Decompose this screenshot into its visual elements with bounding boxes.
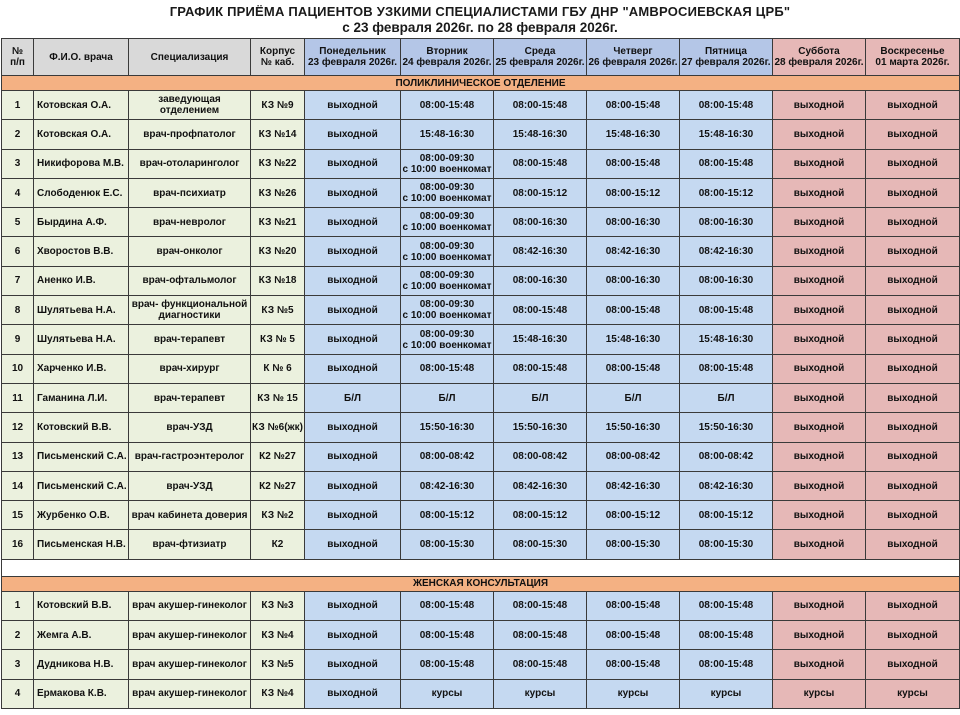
schedule-cell: выходной (773, 325, 866, 354)
schedule-body (2, 76, 960, 709)
schedule-cell: 08:00-16:30 (680, 266, 773, 295)
schedule-cell: 08:42-16:30 (587, 471, 680, 500)
schedule-cell: 08:42-16:30 (494, 471, 587, 500)
header-day-thu: Четверг 26 февраля 2026г. (587, 39, 680, 76)
room-number: КЗ №20 (251, 237, 305, 266)
table-row (2, 383, 960, 412)
schedule-cell: выходной (866, 471, 960, 500)
room-number: КЗ №22 (251, 149, 305, 178)
specialization: врач-УЗД (129, 413, 251, 442)
schedule-cell: выходной (866, 91, 960, 120)
table-row (2, 501, 960, 530)
schedule-cell: выходной (773, 621, 866, 650)
doctor-name: Хворостов В.В. (34, 237, 129, 266)
row-number: 11 (2, 383, 34, 412)
schedule-cell: выходной (305, 442, 401, 471)
row-number: 15 (2, 501, 34, 530)
schedule-cell: 08:00-15:48 (680, 621, 773, 650)
cell-line: 08:00-09:30 (419, 152, 475, 164)
doctor-name: Аненко И.В. (34, 266, 129, 295)
schedule-cell: выходной (773, 501, 866, 530)
schedule-cell: 08:00-15:12 (494, 178, 587, 207)
schedule-cell: 08:00-15:48 (401, 591, 494, 620)
schedule-cell: выходной (773, 91, 866, 120)
row-number: 8 (2, 296, 34, 325)
specialization: врач-профпатолог (129, 120, 251, 149)
cell-line: 08:00-09:30 (419, 299, 475, 311)
schedule-cell: 08:00-15:30 (680, 530, 773, 559)
row-number: 3 (2, 650, 34, 679)
table-row (2, 679, 960, 708)
schedule-cell (401, 325, 494, 354)
room-number: КЗ №6(жк) (251, 413, 305, 442)
table-row (2, 650, 960, 679)
cell-line: с 10:00 военкомат (402, 251, 492, 263)
schedule-cell: 08:00-15:48 (680, 149, 773, 178)
schedule-cell: Б/Л (401, 383, 494, 412)
cell-line: 08:00-09:30 (419, 269, 475, 281)
header-day-mon: Понедельник 23 февраля 2026г. (305, 39, 401, 76)
schedule-cell: 15:50-16:30 (401, 413, 494, 442)
specialization: врач кабинета доверия (129, 501, 251, 530)
schedule-cell: выходной (866, 266, 960, 295)
table-row (2, 120, 960, 149)
schedule-cell: Б/Л (680, 383, 773, 412)
specialization: врач акушер-гинеколог (129, 650, 251, 679)
schedule-cell: 08:00-15:48 (587, 650, 680, 679)
schedule-cell (401, 237, 494, 266)
cell-line: с 10:00 военкомат (402, 163, 492, 175)
schedule-cell: 15:48-16:30 (587, 120, 680, 149)
doctor-name: Гаманина Л.И. (34, 383, 129, 412)
schedule-cell: выходной (305, 591, 401, 620)
schedule-cell: 08:00-15:12 (587, 178, 680, 207)
schedule-cell (401, 296, 494, 325)
table-row (2, 621, 960, 650)
specialization: врач-офтальмолог (129, 266, 251, 295)
row-number: 2 (2, 621, 34, 650)
schedule-cell: выходной (305, 413, 401, 442)
schedule-cell: выходной (305, 621, 401, 650)
schedule-cell: выходной (773, 237, 866, 266)
table-row (2, 149, 960, 178)
schedule-cell: выходной (773, 120, 866, 149)
schedule-period: с 23 февраля 2026г. по 28 февраля 2026г. (342, 20, 618, 35)
schedule-cell: 08:00-15:48 (680, 591, 773, 620)
room-number: КЗ №2 (251, 501, 305, 530)
schedule-cell: 08:00-16:30 (680, 208, 773, 237)
table-row (2, 413, 960, 442)
row-number: 2 (2, 120, 34, 149)
schedule-cell: 08:00-15:30 (587, 530, 680, 559)
schedule-cell: 08:00-15:48 (680, 296, 773, 325)
schedule-cell: 15:50-16:30 (680, 413, 773, 442)
doctor-name: Котовский В.В. (34, 591, 129, 620)
schedule-cell: 08:00-15:48 (401, 91, 494, 120)
schedule-cell: 15:48-16:30 (401, 120, 494, 149)
schedule-cell: 08:00-15:48 (680, 91, 773, 120)
schedule-cell: курсы (494, 679, 587, 708)
cell-line: с 10:00 военкомат (402, 193, 492, 205)
schedule-cell: 08:00-15:48 (401, 354, 494, 383)
row-number: 1 (2, 591, 34, 620)
section-title: ЖЕНСКАЯ КОНСУЛЬТАЦИЯ (2, 576, 960, 591)
schedule-cell: выходной (773, 413, 866, 442)
specialization: врач акушер-гинеколог (129, 621, 251, 650)
schedule-cell (401, 266, 494, 295)
row-number: 1 (2, 91, 34, 120)
schedule-cell: выходной (773, 650, 866, 679)
schedule-cell: 08:00-15:48 (494, 91, 587, 120)
room-number: КЗ №26 (251, 178, 305, 207)
doctor-name: Слободенюк Е.С. (34, 178, 129, 207)
schedule-cell: 08:00-15:48 (494, 296, 587, 325)
schedule-cell: выходной (866, 354, 960, 383)
header-day-tue: Вторник 24 февраля 2026г. (401, 39, 494, 76)
schedule-cell: 08:00-15:48 (587, 621, 680, 650)
schedule-cell: выходной (866, 208, 960, 237)
schedule-cell: выходной (773, 383, 866, 412)
schedule-cell: выходной (305, 91, 401, 120)
doctor-name: Бырдина А.Ф. (34, 208, 129, 237)
room-number: КЗ №4 (251, 679, 305, 708)
schedule-cell: 08:00-15:48 (587, 296, 680, 325)
cell-line: диагностики (158, 310, 221, 322)
schedule-cell: 08:00-15:48 (401, 621, 494, 650)
schedule-cell: выходной (866, 237, 960, 266)
schedule-cell: 08:00-15:48 (494, 650, 587, 679)
specialization: заведующая отделением (129, 91, 251, 120)
schedule-cell: 08:42-16:30 (494, 237, 587, 266)
room-number: К2 (251, 530, 305, 559)
table-row (2, 296, 960, 325)
row-number: 6 (2, 237, 34, 266)
schedule-cell: 15:50-16:30 (494, 413, 587, 442)
schedule-cell: курсы (773, 679, 866, 708)
schedule-cell: выходной (305, 208, 401, 237)
row-number: 9 (2, 325, 34, 354)
room-number: КЗ №14 (251, 120, 305, 149)
header-day-wed: Среда 25 февраля 2026г. (494, 39, 587, 76)
schedule-cell: 08:00-15:48 (587, 91, 680, 120)
schedule-cell: выходной (866, 413, 960, 442)
schedule-cell: выходной (773, 354, 866, 383)
doctor-name: Ермакова К.В. (34, 679, 129, 708)
schedule-cell: 08:42-16:30 (680, 237, 773, 266)
room-number: КЗ №5 (251, 296, 305, 325)
schedule-cell: 08:00-15:12 (680, 178, 773, 207)
specialization: врач-терапевт (129, 325, 251, 354)
schedule-cell: 08:42-16:30 (680, 471, 773, 500)
schedule-cell: выходной (305, 354, 401, 383)
doctor-name: Письменская Н.В. (34, 530, 129, 559)
table-row (2, 237, 960, 266)
schedule-cell: курсы (401, 679, 494, 708)
schedule-cell: выходной (866, 296, 960, 325)
schedule-cell: выходной (305, 530, 401, 559)
row-number: 13 (2, 442, 34, 471)
table-row (2, 208, 960, 237)
specialization: врач-невролог (129, 208, 251, 237)
schedule-cell: 08:00-08:42 (680, 442, 773, 471)
schedule-cell: выходной (866, 383, 960, 412)
schedule-table (1, 38, 960, 709)
schedule-cell: 08:00-15:48 (401, 650, 494, 679)
header-num: № п/п (2, 39, 34, 76)
schedule-cell: 08:00-15:30 (401, 530, 494, 559)
table-row (2, 591, 960, 620)
cell-line: с 10:00 военкомат (402, 339, 492, 351)
header-name: Ф.И.О. врача (34, 39, 129, 76)
schedule-cell: выходной (773, 266, 866, 295)
doctor-name: Шулятьева Н.А. (34, 296, 129, 325)
doctor-name: Письменский С.А. (34, 442, 129, 471)
table-row (2, 471, 960, 500)
specialization (129, 296, 251, 325)
table-row (2, 266, 960, 295)
schedule-cell: выходной (773, 208, 866, 237)
schedule-cell: выходной (773, 178, 866, 207)
room-number: КЗ №9 (251, 91, 305, 120)
doctor-name: Жемга А.В. (34, 621, 129, 650)
schedule-cell: курсы (866, 679, 960, 708)
header-room: Корпус № каб. (251, 39, 305, 76)
room-number: КЗ № 15 (251, 383, 305, 412)
schedule-cell: 08:42-16:30 (587, 237, 680, 266)
cell-line: 08:00-09:30 (419, 211, 475, 223)
schedule-cell: 15:50-16:30 (587, 413, 680, 442)
doctor-name: Письменский С.А. (34, 471, 129, 500)
row-number: 14 (2, 471, 34, 500)
row-number: 4 (2, 178, 34, 207)
header-day-sun: Воскресенье 01 марта 2026г. (866, 39, 960, 76)
schedule-cell: 15:48-16:30 (494, 325, 587, 354)
specialization: врач акушер-гинеколог (129, 679, 251, 708)
header-day-fri: Пятница 27 февраля 2026г. (680, 39, 773, 76)
schedule-cell: выходной (305, 679, 401, 708)
schedule-cell: 08:00-15:12 (401, 501, 494, 530)
schedule-cell: выходной (305, 149, 401, 178)
schedule-cell: выходной (866, 650, 960, 679)
doctor-name: Никифорова М.В. (34, 149, 129, 178)
cell-line: с 10:00 военкомат (402, 222, 492, 234)
schedule-cell: 08:00-15:48 (494, 149, 587, 178)
schedule-cell: 08:00-15:48 (680, 354, 773, 383)
schedule-cell: выходной (305, 325, 401, 354)
row-number: 7 (2, 266, 34, 295)
schedule-cell: выходной (866, 501, 960, 530)
section-spacer (2, 559, 960, 576)
schedule-cell: выходной (866, 149, 960, 178)
schedule-cell: выходной (773, 149, 866, 178)
schedule-cell: 08:00-15:48 (494, 621, 587, 650)
room-number: КЗ № 5 (251, 325, 305, 354)
schedule-cell: курсы (680, 679, 773, 708)
schedule-cell: 08:00-15:12 (680, 501, 773, 530)
schedule-cell: выходной (866, 325, 960, 354)
schedule-cell: 08:00-15:48 (587, 354, 680, 383)
schedule-cell: 08:00-16:30 (494, 208, 587, 237)
section-title: ПОЛИКЛИНИЧЕСКОЕ ОТДЕЛЕНИЕ (2, 76, 960, 91)
row-number: 3 (2, 149, 34, 178)
schedule-cell: 08:00-16:30 (587, 208, 680, 237)
table-row (2, 178, 960, 207)
doctor-name: Дудникова Н.В. (34, 650, 129, 679)
schedule-cell: выходной (305, 650, 401, 679)
schedule-cell: 08:42-16:30 (401, 471, 494, 500)
schedule-cell: выходной (305, 471, 401, 500)
schedule-cell: 08:00-15:48 (587, 591, 680, 620)
doctor-name: Журбенко О.В. (34, 501, 129, 530)
schedule-cell: Б/Л (494, 383, 587, 412)
header-row (2, 39, 960, 76)
specialization: врач-гастроэнтеролог (129, 442, 251, 471)
schedule-cell: выходной (305, 178, 401, 207)
schedule-cell: выходной (773, 471, 866, 500)
schedule-cell: выходной (866, 442, 960, 471)
schedule-cell: 15:48-16:30 (680, 325, 773, 354)
schedule-cell (401, 208, 494, 237)
schedule-cell: 15:48-16:30 (680, 120, 773, 149)
specialization: врач-терапевт (129, 383, 251, 412)
schedule-cell: 15:48-16:30 (494, 120, 587, 149)
specialization: врач-хирург (129, 354, 251, 383)
specialization: врач-УЗД (129, 471, 251, 500)
specialization: врач-онколог (129, 237, 251, 266)
schedule-cell: выходной (305, 237, 401, 266)
schedule-cell: 08:00-08:42 (587, 442, 680, 471)
cell-line: с 10:00 военкомат (402, 310, 492, 322)
table-row (2, 325, 960, 354)
schedule-cell (401, 149, 494, 178)
schedule-cell: Б/Л (587, 383, 680, 412)
cell-line: 08:00-09:30 (419, 328, 475, 340)
header-spec: Специализация (129, 39, 251, 76)
schedule-cell: выходной (305, 501, 401, 530)
schedule-cell: 08:00-15:48 (494, 354, 587, 383)
specialization: врач-психиатр (129, 178, 251, 207)
row-number: 4 (2, 679, 34, 708)
schedule-title: ГРАФИК ПРИЁМА ПАЦИЕНТОВ УЗКИМИ СПЕЦИАЛИСТАМИ ГБУ ДНР "АМВРОСИЕВСКАЯ ЦРБ" (169, 4, 791, 19)
room-number: К2 №27 (251, 471, 305, 500)
row-number: 16 (2, 530, 34, 559)
doctor-name: Котовский В.В. (34, 413, 129, 442)
section-header (2, 576, 960, 591)
schedule-cell: выходной (773, 591, 866, 620)
row-number: 12 (2, 413, 34, 442)
table-row (2, 530, 960, 559)
cell-line: 08:00-09:30 (419, 182, 475, 194)
schedule-cell: 08:00-08:42 (401, 442, 494, 471)
schedule-cell: выходной (866, 530, 960, 559)
room-number: КЗ №3 (251, 591, 305, 620)
cell-line: 08:00-09:30 (419, 240, 475, 252)
room-number: КЗ №18 (251, 266, 305, 295)
specialization: врач-фтизиатр (129, 530, 251, 559)
schedule-cell: 08:00-15:12 (494, 501, 587, 530)
schedule-cell: выходной (773, 442, 866, 471)
schedule-cell: 08:00-08:42 (494, 442, 587, 471)
room-number: КЗ №21 (251, 208, 305, 237)
header-day-sat: Суббота 28 февраля 2026г. (773, 39, 866, 76)
table-row (2, 354, 960, 383)
schedule-cell: выходной (305, 120, 401, 149)
room-number: К2 №27 (251, 442, 305, 471)
specialization: врач-отоларинголог (129, 149, 251, 178)
doctor-name: Котовская О.А. (34, 91, 129, 120)
doctor-name: Шулятьева Н.А. (34, 325, 129, 354)
schedule-cell: 08:00-15:30 (494, 530, 587, 559)
spacer-cell (2, 559, 960, 576)
schedule-cell: 15:48-16:30 (587, 325, 680, 354)
table-row (2, 91, 960, 120)
doctor-name: Котовская О.А. (34, 120, 129, 149)
doctor-name: Харченко И.В. (34, 354, 129, 383)
room-number: КЗ №5 (251, 650, 305, 679)
row-number: 5 (2, 208, 34, 237)
schedule-cell: 08:00-15:12 (587, 501, 680, 530)
schedule-cell: выходной (773, 530, 866, 559)
schedule-cell: выходной (866, 621, 960, 650)
row-number: 10 (2, 354, 34, 383)
specialization: врач акушер-гинеколог (129, 591, 251, 620)
room-number: К № 6 (251, 354, 305, 383)
schedule-cell: 08:00-15:48 (494, 591, 587, 620)
schedule-cell (401, 178, 494, 207)
schedule-cell: выходной (305, 296, 401, 325)
schedule-cell: 08:00-15:48 (680, 650, 773, 679)
schedule-cell: 08:00-16:30 (587, 266, 680, 295)
schedule-cell: выходной (866, 591, 960, 620)
schedule-cell: курсы (587, 679, 680, 708)
cell-line: врач- функциональной (131, 299, 248, 311)
table-row (2, 442, 960, 471)
schedule-cell: выходной (866, 120, 960, 149)
schedule-cell: 08:00-15:48 (587, 149, 680, 178)
schedule-cell: Б/Л (305, 383, 401, 412)
schedule-cell: выходной (305, 266, 401, 295)
room-number: КЗ №4 (251, 621, 305, 650)
schedule-cell: выходной (773, 296, 866, 325)
cell-line: с 10:00 военкомат (402, 280, 492, 292)
schedule-cell: выходной (866, 178, 960, 207)
schedule-cell: 08:00-16:30 (494, 266, 587, 295)
section-header (2, 76, 960, 91)
